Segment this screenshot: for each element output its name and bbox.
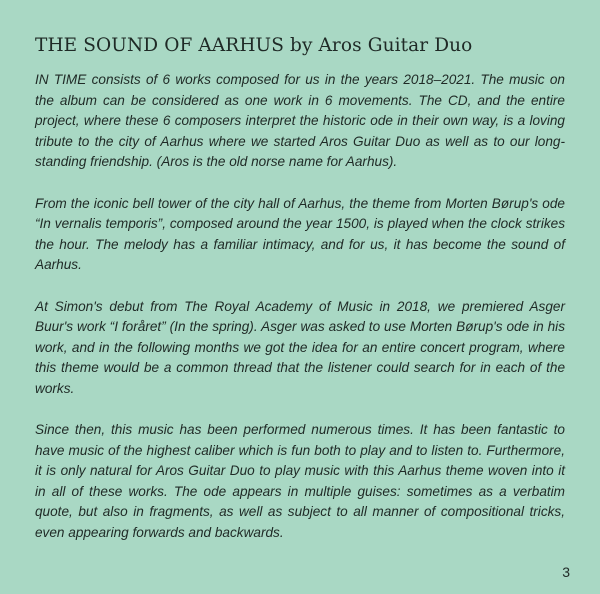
paragraph-1: IN TIME consists of 6 works composed for us in the years 2018–2021. The music on the album can be considered as one work in 6 movements. The CD, and the entire project, where these 6 composers interpret the historic ode in their own way, is a loving tribute to the city of Aarhus where we started Aros Guitar Duo as well as to our long-standing friendship. (Aros is the old norse name for Aarhus). bbox=[35, 72, 565, 169]
page-number: 3 bbox=[562, 564, 570, 580]
paragraph-3: At Simon's debut from The Royal Academy of Music in 2018, we premiered Asger Buur's work “I foråret” (In the spring). Asger was asked to use Morten Børup's ode in his work, and in the following months we got the idea for an entire concert program, where this theme would be a common thread that the listener could search for in each of the works. bbox=[35, 298, 565, 396]
paragraph-2: From the iconic bell tower of the city hall of Aarhus, the theme from Morten Børup's ode “In vernalis temporis”, composed around the year 1500, is played when the clock strikes the hour. The melody has a familiar intimacy, and for us, it has become the sound of Aarhus. bbox=[35, 195, 565, 272]
paragraph-4: Since then, this music has been performed numerous times. It has been fantastic to have music of the highest caliber which is fun both to play and to listen to. Furthermore, it is only natural for Aros Guitar Duo to play music with this Aarhus theme woven into it in all of these works. The ode appears in multiple guises: sometimes as a verbatim quote, but also in fragments, as well as subject to all manner of compositional tricks, even appearing forwards and backwards. bbox=[35, 422, 565, 540]
page-title: THE SOUND OF AARHUS by Aros Guitar Duo bbox=[35, 35, 473, 56]
body-text bbox=[35, 70, 565, 564]
